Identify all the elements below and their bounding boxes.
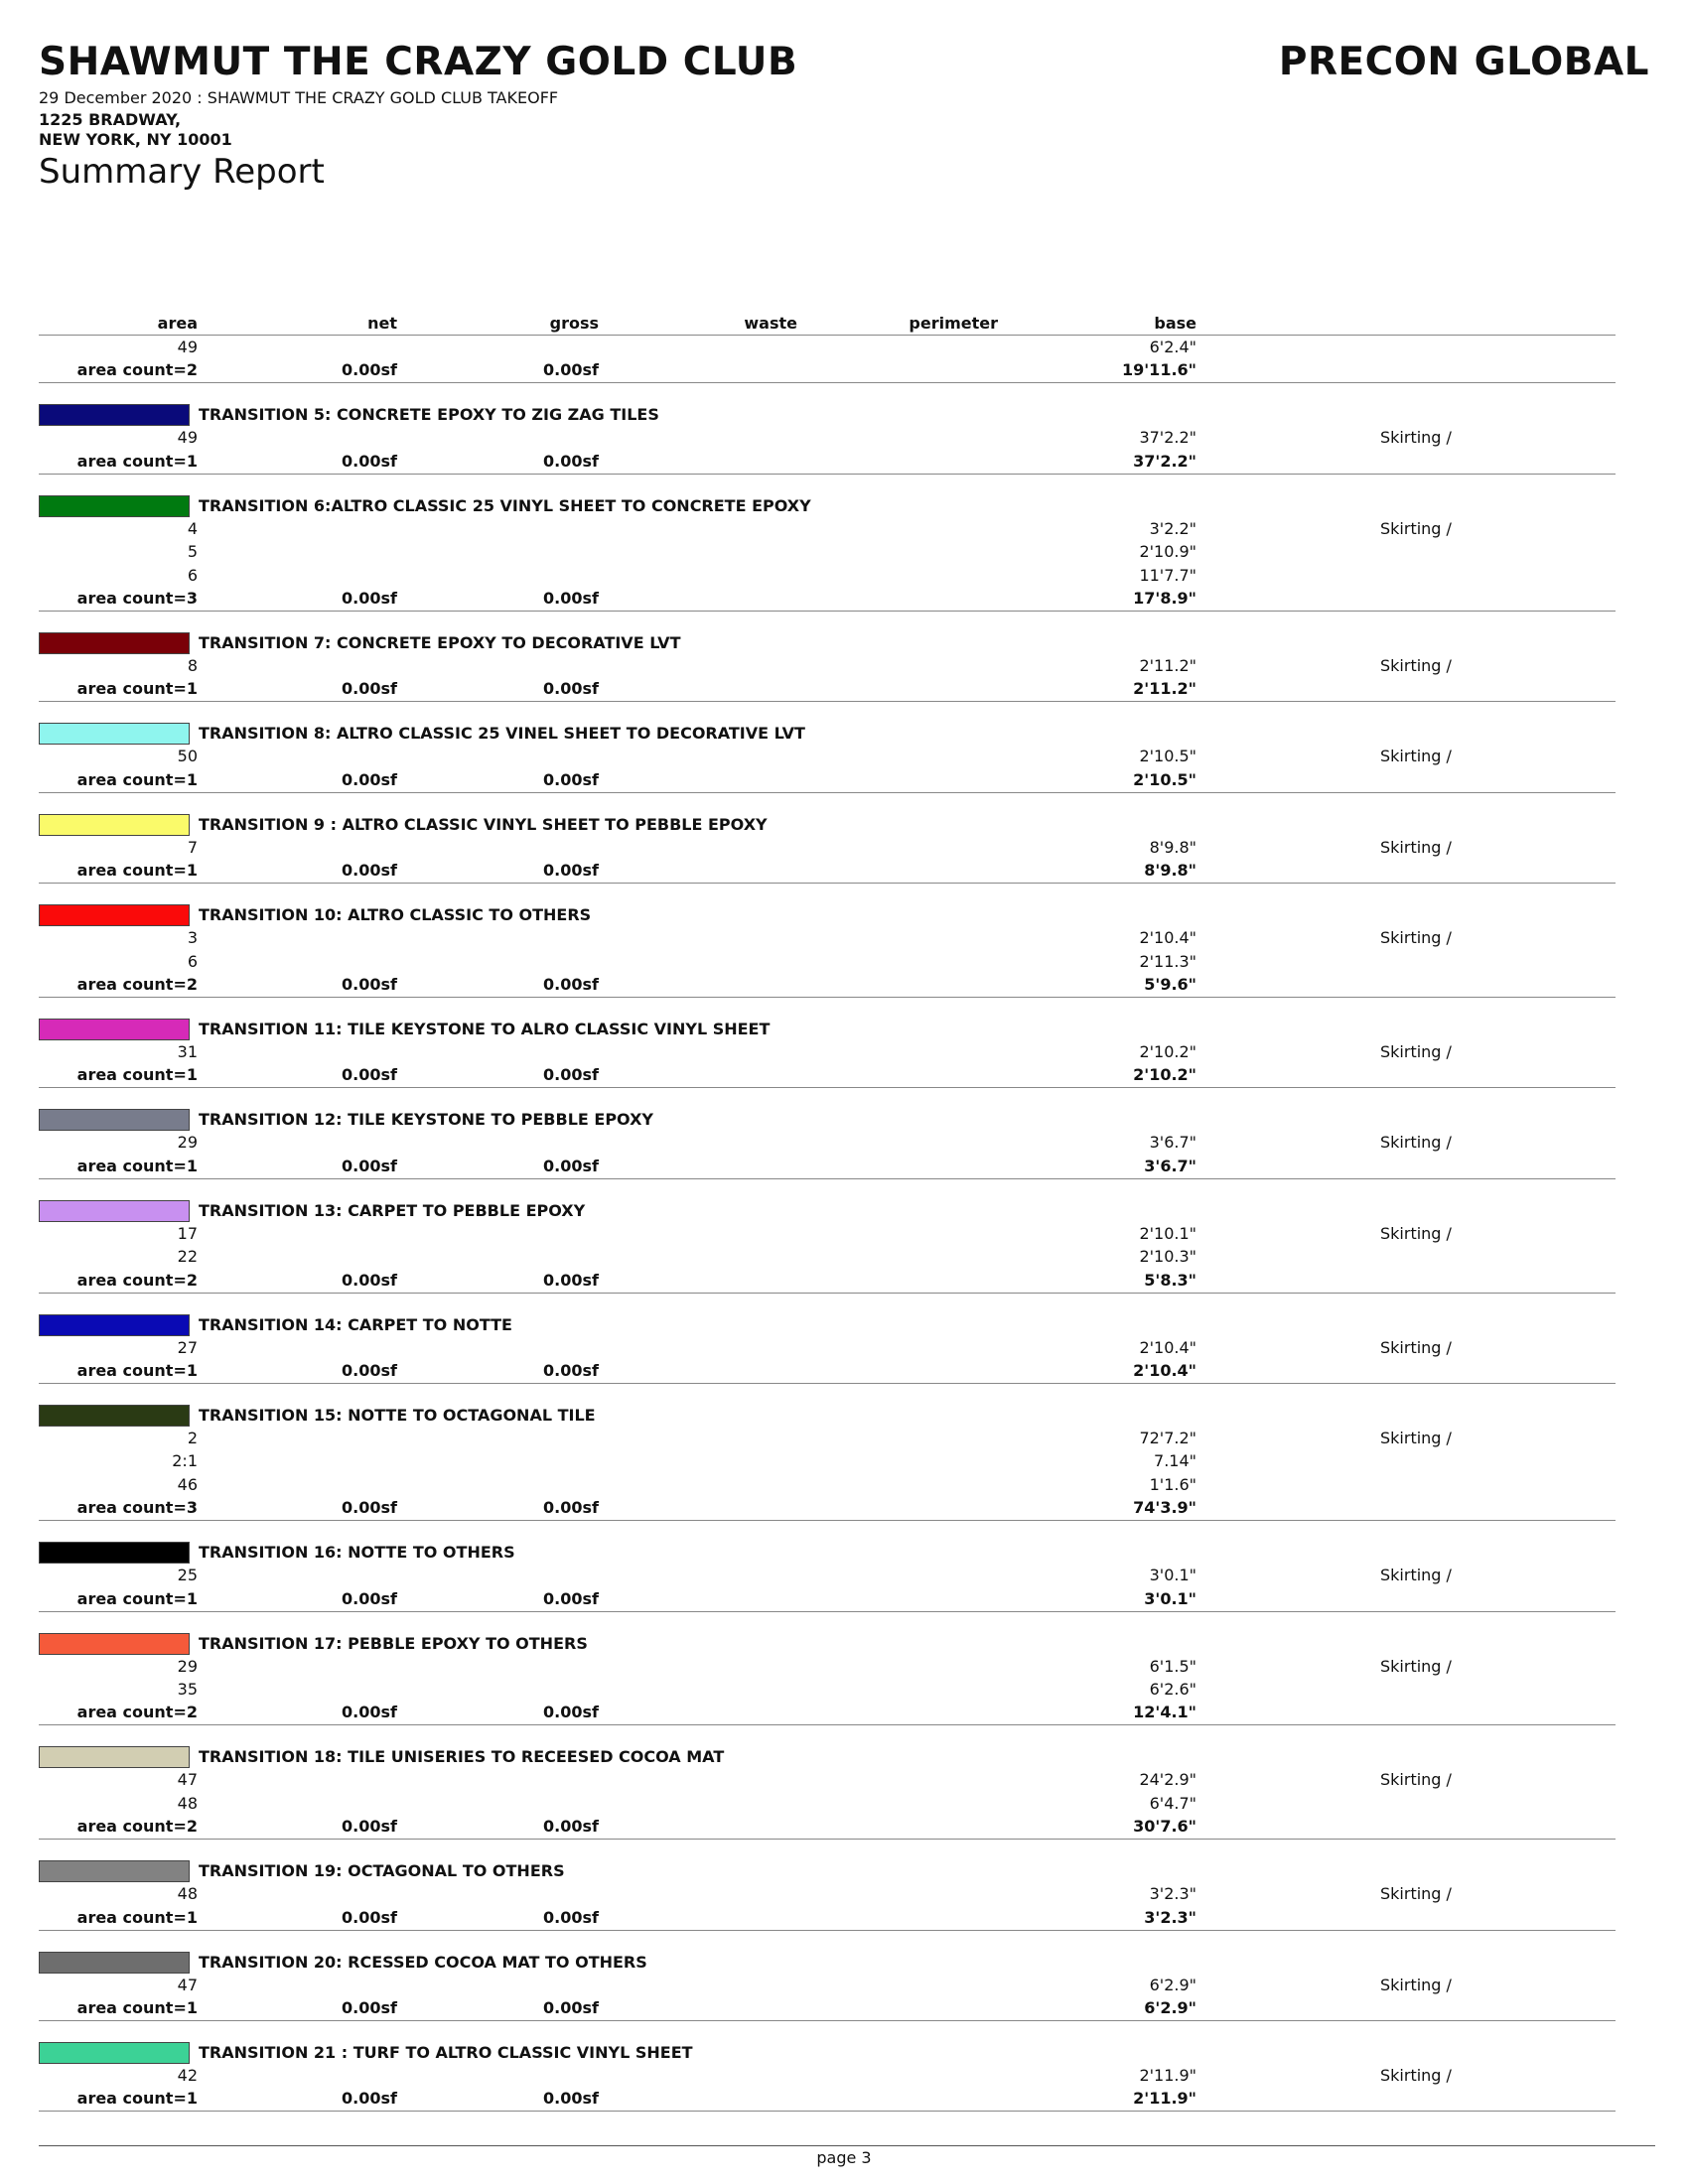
group-rule [39,2020,1616,2021]
net-total: 0.00sf [342,451,397,471]
base-total: 17'8.9" [1133,589,1196,608]
base-total: 2'11.2" [1133,679,1196,699]
group-title: TRANSITION 7: CONCRETE EPOXY TO DECORATIVE LVT [199,633,681,652]
area-value: 7 [187,837,198,857]
area-value: 3 [187,928,198,948]
group-color-swatch [39,632,190,654]
base-value: 8'9.8" [1149,837,1196,857]
area-count: area count=1 [76,1998,198,2017]
area-value: 4 [187,518,198,538]
base-total: 12'4.1" [1133,1703,1196,1722]
page-number: page 3 [816,2148,872,2167]
area-count: area count=1 [76,1907,198,1927]
base-value: 6'1.5" [1149,1656,1196,1676]
net-total: 0.00sf [342,589,397,608]
net-total: 0.00sf [342,1065,397,1085]
base-total: 3'6.7" [1144,1156,1196,1175]
group-title: TRANSITION 6:ALTRO CLASSIC 25 VINYL SHEET TO CONCRETE EPOXY [199,495,811,515]
group-rule [39,883,1616,884]
area-value: 6 [187,565,198,585]
group-color-swatch [39,1633,190,1655]
net-total: 0.00sf [342,1588,397,1608]
base-value: 2'10.1" [1139,1223,1196,1243]
area-count: area count=1 [76,679,198,699]
area-count: area count=1 [76,1361,198,1380]
group-rule [39,1520,1616,1521]
area-value: 17 [177,1223,198,1243]
area-value: 42 [177,2066,198,2085]
group-color-swatch [39,1109,190,1131]
area-value: 2 [187,1429,198,1447]
group-title: TRANSITION 17: PEBBLE EPOXY TO OTHERS [199,1633,588,1653]
group-rule [39,474,1616,475]
net-total: 0.00sf [342,1703,397,1722]
group-title: TRANSITION 14: CARPET TO NOTTE [199,1314,512,1334]
group-rule [39,1839,1616,1840]
group-title: TRANSITION 13: CARPET TO PEBBLE EPOXY [199,1200,586,1220]
group-rule [39,1930,1616,1931]
note-value: Skirting / [1380,837,1452,857]
base-value: 2'10.4" [1139,928,1196,948]
base-value: 3'2.3" [1149,1884,1196,1904]
note-value: Skirting / [1380,1223,1452,1243]
summary-report-heading: Summary Report [39,152,325,192]
note-value: Skirting / [1380,1337,1452,1357]
group-color-swatch [39,1405,190,1427]
base-total: 8'9.8" [1144,861,1196,881]
note-value: Skirting / [1380,518,1452,538]
group-rule [39,1178,1616,1179]
group-title: TRANSITION 18: TILE UNISERIES TO RECEESED COCOA MAT [199,1747,725,1767]
area-value: 50 [177,747,198,766]
area-value: 22 [177,1247,198,1267]
base-value: 2'11.9" [1139,2066,1196,2085]
group-rule [39,701,1616,702]
base-total: 19'11.6" [1122,360,1196,380]
net-total: 0.00sf [342,679,397,699]
area-count: area count=1 [76,2089,198,2109]
base-value: 2'10.4" [1139,1337,1196,1357]
gross-total: 0.00sf [543,1998,599,2017]
report-subline: 29 December 2020 : SHAWMUT THE CRAZY GOLD CLUB TAKEOFF [39,88,559,107]
gross-total: 0.00sf [543,679,599,699]
net-total: 0.00sf [342,1361,397,1380]
group-title: TRANSITION 9 : ALTRO CLASSIC VINYL SHEET TO PEBBLE EPOXY [199,814,768,834]
gross-total: 0.00sf [543,1907,599,1927]
gross-total: 0.00sf [543,1588,599,1608]
area-count: area count=1 [76,451,198,471]
group-rule [39,382,1616,383]
base-value: 2'10.5" [1139,747,1196,766]
gross-total: 0.00sf [543,1498,599,1518]
base-value: 3'2.2" [1149,518,1196,538]
address-line-2: NEW YORK, NY 10001 [39,130,232,149]
col-perimeter: perimeter [909,314,998,333]
group-color-swatch [39,1860,190,1882]
base-total: 2'10.2" [1133,1065,1196,1085]
area-count: area count=1 [76,1588,198,1608]
note-value: Skirting / [1380,1770,1452,1790]
base-total: 2'10.5" [1133,769,1196,789]
area-count: area count=3 [76,1498,198,1518]
group-title: TRANSITION 16: NOTTE TO OTHERS [199,1543,515,1563]
address-line-1: 1225 BRADWAY, [39,110,182,129]
company-name: PRECON GLOBAL [1278,40,1649,84]
net-total: 0.00sf [342,769,397,789]
group-title: TRANSITION 5: CONCRETE EPOXY TO ZIG ZAG TILES [199,405,659,425]
group-rule [39,1087,1616,1088]
net-total: 0.00sf [342,1907,397,1927]
col-base: base [1154,314,1196,333]
base-value: 24'2.9" [1139,1770,1196,1790]
area-value: 35 [177,1680,198,1699]
base-total: 5'8.3" [1144,1270,1196,1290]
base-value: 11'7.7" [1139,565,1196,585]
note-value: Skirting / [1380,428,1452,448]
group-rule [39,1611,1616,1612]
note-value: Skirting / [1380,747,1452,766]
group-rule [39,1293,1616,1294]
area-value: 49 [177,428,198,448]
base-total: 30'7.6" [1133,1817,1196,1837]
base-total: 5'9.6" [1144,975,1196,994]
group-rule [39,2111,1616,2112]
note-value: Skirting / [1380,1656,1452,1676]
gross-total: 0.00sf [543,1270,599,1290]
base-value: 6'2.4" [1149,338,1196,356]
net-total: 0.00sf [342,861,397,881]
gross-total: 0.00sf [543,1361,599,1380]
base-value: 72'7.2" [1139,1429,1196,1447]
note-value: Skirting / [1380,1042,1452,1061]
gross-total: 0.00sf [543,451,599,471]
area-count: area count=2 [76,1703,198,1722]
base-value: 3'6.7" [1149,1133,1196,1153]
base-value: 1'1.6" [1149,1474,1196,1494]
area-value: 48 [177,1793,198,1813]
area-value: 46 [177,1474,198,1494]
net-total: 0.00sf [342,1498,397,1518]
area-value: 47 [177,1770,198,1790]
group-title: TRANSITION 19: OCTAGONAL TO OTHERS [199,1861,565,1881]
group-color-swatch [39,1952,190,1974]
area-count: area count=1 [76,1065,198,1085]
note-value: Skirting / [1380,1429,1452,1447]
area-value: 5 [187,542,198,562]
col-net: net [367,314,397,333]
net-total: 0.00sf [342,2089,397,2109]
note-value: Skirting / [1380,928,1452,948]
gross-total: 0.00sf [543,1817,599,1837]
base-total: 2'11.9" [1133,2089,1196,2109]
group-title: TRANSITION 10: ALTRO CLASSIC TO OTHERS [199,905,592,925]
area-value: 31 [177,1042,198,1061]
base-value: 6'2.6" [1149,1680,1196,1699]
area-value: 48 [177,1884,198,1904]
group-color-swatch [39,1542,190,1564]
base-value: 2'10.2" [1139,1042,1196,1061]
area-value: 25 [177,1566,198,1585]
area-value: 2:1 [172,1451,198,1471]
group-color-swatch [39,723,190,745]
base-value: 2'10.3" [1139,1247,1196,1267]
base-total: 37'2.2" [1133,451,1196,471]
gross-total: 0.00sf [543,1065,599,1085]
note-value: Skirting / [1380,2066,1452,2085]
base-value: 2'10.9" [1139,542,1196,562]
note-value: Skirting / [1380,656,1452,675]
group-rule [39,611,1616,612]
group-color-swatch [39,1019,190,1040]
group-color-swatch [39,495,190,517]
net-total: 0.00sf [342,1998,397,2017]
group-title: TRANSITION 8: ALTRO CLASSIC 25 VINEL SHEET TO DECORATIVE LVT [199,724,805,744]
footer-rule [39,2145,1655,2146]
net-total: 0.00sf [342,360,397,380]
area-value: 47 [177,1975,198,1994]
base-value: 37'2.2" [1139,428,1196,448]
area-value: 29 [177,1656,198,1676]
group-rule [39,1724,1616,1725]
gross-total: 0.00sf [543,861,599,881]
area-count: area count=2 [76,1817,198,1837]
area-value: 8 [187,656,198,675]
group-rule [39,997,1616,998]
area-count: area count=1 [76,1156,198,1175]
note-value: Skirting / [1380,1884,1452,1904]
col-waste: waste [744,314,797,333]
group-rule [39,1383,1616,1384]
area-count: area count=2 [76,360,198,380]
group-title: TRANSITION 21 : TURF TO ALTRO CLASSIC VINYL SHEET [199,2043,693,2062]
base-value: 2'11.3" [1139,951,1196,971]
gross-total: 0.00sf [543,769,599,789]
gross-total: 0.00sf [543,1703,599,1722]
gross-total: 0.00sf [543,1156,599,1175]
base-value: 7.14" [1154,1451,1196,1471]
report-title: SHAWMUT THE CRAZY GOLD CLUB [39,40,798,84]
address [39,110,232,150]
net-total: 0.00sf [342,1270,397,1290]
group-color-swatch [39,2042,190,2064]
base-total: 2'10.4" [1133,1361,1196,1380]
base-total: 74'3.9" [1133,1498,1196,1518]
area-value: 29 [177,1133,198,1153]
gross-total: 0.00sf [543,2089,599,2109]
note-value: Skirting / [1380,1566,1452,1585]
area-count: area count=1 [76,861,198,881]
area-count: area count=1 [76,769,198,789]
note-value: Skirting / [1380,1975,1452,1994]
area-value: 6 [187,951,198,971]
net-total: 0.00sf [342,975,397,994]
group-title: TRANSITION 12: TILE KEYSTONE TO PEBBLE EPOXY [199,1110,653,1130]
area-count: area count=2 [76,975,198,994]
col-gross: gross [549,314,599,333]
group-color-swatch [39,814,190,836]
group-title: TRANSITION 15: NOTTE TO OCTAGONAL TILE [199,1406,596,1425]
gross-total: 0.00sf [543,360,599,380]
base-value: 2'11.2" [1139,656,1196,675]
base-value: 6'2.9" [1149,1975,1196,1994]
base-total: 3'0.1" [1144,1588,1196,1608]
area-count: area count=2 [76,1270,198,1290]
group-rule [39,792,1616,793]
gross-total: 0.00sf [543,975,599,994]
base-value: 6'4.7" [1149,1793,1196,1813]
base-value: 3'0.1" [1149,1566,1196,1585]
group-color-swatch [39,1314,190,1336]
area-value: 49 [177,338,198,356]
group-color-swatch [39,904,190,926]
net-total: 0.00sf [342,1156,397,1175]
area-count: area count=3 [76,589,198,608]
gross-total: 0.00sf [543,589,599,608]
group-title: TRANSITION 20: RCESSED COCOA MAT TO OTHERS [199,1952,647,1972]
group-color-swatch [39,404,190,426]
group-color-swatch [39,1746,190,1768]
col-area: area [157,314,198,333]
note-value: Skirting / [1380,1133,1452,1153]
area-value: 27 [177,1337,198,1357]
header-rule [39,335,1616,336]
group-color-swatch [39,1200,190,1222]
group-title: TRANSITION 11: TILE KEYSTONE TO ALRO CLASSIC VINYL SHEET [199,1020,771,1038]
net-total: 0.00sf [342,1817,397,1837]
base-total: 3'2.3" [1144,1907,1196,1927]
base-total: 6'2.9" [1144,1998,1196,2017]
